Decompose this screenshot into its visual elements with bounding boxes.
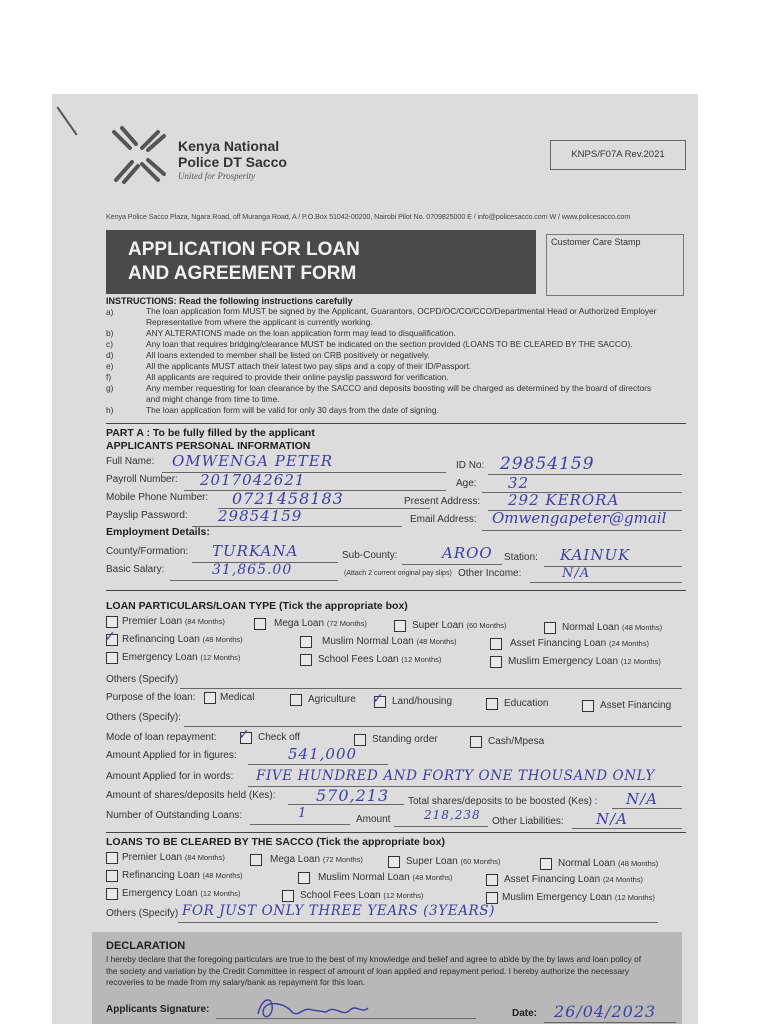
instr-letter: g) [106, 383, 114, 393]
date-label: Date: [512, 1008, 538, 1019]
loan-form-sheet [52, 94, 698, 1024]
check-mark-icon: ✓ [372, 691, 384, 707]
form-title-line1: APPLICATION FOR LOAN [128, 239, 360, 260]
payroll-label: Payroll Number: [106, 474, 178, 485]
repayment-label: Mode of loan repayment: [106, 732, 217, 743]
cleared-emergency-checkbox[interactable] [106, 888, 118, 900]
org-tagline: United for Prosperity [178, 171, 256, 181]
email-line [482, 530, 682, 531]
cleared-super-label: Super Loan (60 Months) [406, 856, 501, 867]
declaration-text: I hereby declare that the foregoing particulars are true to the best of my knowledge and belief and agree to abide by the by laws and loan policy of the society and variation by the Credit Committee in respect of amount of loan applied and repayment period. I hereby authorize the necessary recoveries to be made from my salary/bank as repayment for this loan. [106, 954, 642, 987]
form-number: KNPS/F07A Rev.2021 [550, 140, 686, 170]
purpose-education-checkbox[interactable] [486, 698, 498, 710]
cleared-asset-checkbox[interactable] [486, 874, 498, 886]
customer-care-stamp-box [546, 234, 684, 296]
email-label: Email Address: [410, 514, 477, 525]
payroll-value[interactable]: 2017042621 [200, 471, 306, 489]
instr-text: All loans extended to member shall be listed on CRB positively or negatively. [146, 350, 430, 360]
payslip-password-label: Payslip Password: [106, 510, 188, 521]
cleared-school-fees-checkbox[interactable] [282, 890, 294, 902]
emergency-loan-label: Emergency Loan (12 Months) [122, 652, 241, 663]
outstanding-value[interactable]: 1 [298, 806, 308, 821]
amount-figures-line [248, 764, 388, 765]
instructions-heading: INSTRUCTIONS: Read the following instructions carefully [106, 296, 353, 306]
instr-letter: h) [106, 405, 114, 415]
purpose-agriculture-label: Agriculture [308, 694, 356, 705]
full-name-value[interactable]: OMWENGA PETER [172, 452, 334, 470]
muslim-normal-loan-label: Muslim Normal Loan (48 Months) [322, 636, 457, 647]
present-address-label: Present Address: [404, 496, 481, 507]
amount-words-value[interactable]: FIVE HUNDRED AND FORTY ONE THOUSAND ONLY [256, 768, 655, 784]
amount-line [394, 826, 488, 827]
age-label: Age: [456, 478, 477, 489]
purpose-asset-checkbox[interactable] [582, 700, 594, 712]
cleared-muslim-emergency-label: Muslim Emergency Loan (12 Months) [502, 892, 655, 903]
boost-line [612, 808, 682, 809]
id-no-value[interactable]: 29854159 [500, 454, 595, 474]
instr-text: Any member requesting for loan clearance by the SACCO and deposits boosting will be charged as determined by the board of directors [146, 383, 652, 393]
loan-particulars-heading: LOAN PARTICULARS/LOAN TYPE (Tick the appropriate box) [106, 600, 408, 612]
premier-loan-checkbox[interactable] [106, 616, 118, 628]
cleared-school-fees-label: School Fees Loan (12 Months) [300, 890, 424, 901]
attach-payslips-note: (Attach 2 current original pay slips) [344, 570, 452, 577]
instr-text: ANY ALTERATIONS made on the loan application form may lead to disqualification. [146, 328, 456, 338]
emergency-loan-checkbox[interactable] [106, 652, 118, 664]
declaration-box [92, 932, 682, 1024]
amount-figures-label: Amount Applied for in figures: [106, 750, 237, 761]
cleared-heading: LOANS TO BE CLEARED BY THE SACCO (Tick the appropriate box) [106, 836, 445, 848]
instr-text: All the applicants MUST attach their latest two pay slips and a copy of their ID/Passport. [146, 361, 472, 371]
cleared-muslim-normal-label: Muslim Normal Loan (48 Months) [318, 872, 453, 883]
amount-words-label: Amount Applied for in words: [106, 771, 234, 782]
signature-label: Applicants Signature: [106, 1004, 210, 1015]
instr-text: Any loan that requires bridging/clearance MUST be indicated on the section provided (LOANS TO BE CLEARED BY THE SACCO). [146, 339, 633, 349]
shares-value[interactable]: 570,213 [316, 786, 390, 805]
employment-heading: Employment Details: [106, 526, 210, 538]
repayment-standing-order-label: Standing order [372, 734, 438, 745]
asset-financing-loan-label: Asset Financing Loan (24 Months) [510, 638, 649, 649]
sub-county-value[interactable]: AROO [442, 544, 493, 562]
other-income-line [530, 582, 682, 583]
boost-value[interactable]: N/A [626, 790, 659, 808]
repayment-cash-label: Cash/Mpesa [488, 736, 545, 747]
declaration-title: DECLARATION [106, 940, 186, 952]
instr-letter: b) [106, 328, 114, 338]
payslip-password-value[interactable]: 29854159 [218, 507, 303, 525]
check-mark-icon: ✓ [104, 629, 116, 645]
cleared-super-checkbox[interactable] [388, 856, 400, 868]
muslim-emergency-loan-checkbox[interactable] [490, 656, 502, 668]
super-loan-checkbox[interactable] [394, 620, 406, 632]
stamp-label: Customer Care Stamp [551, 237, 641, 247]
form-title [106, 230, 536, 294]
others-specify2-label: Others (Specify): [106, 712, 182, 723]
muslim-emergency-loan-label: Muslim Emergency Loan (12 Months) [508, 656, 661, 667]
instr-letter: e) [106, 361, 114, 371]
part-a-heading: PART A : To be fully filled by the applicant [106, 427, 315, 439]
cleared-premier-label: Premier Loan (84 Months) [122, 852, 225, 863]
date-value[interactable]: 26/04/2023 [554, 1002, 657, 1021]
sub-county-label: Sub-County: [342, 550, 398, 561]
applicant-signature[interactable] [252, 994, 402, 1022]
liabilities-line [572, 828, 682, 829]
org-name-line2: Police DT Sacco [178, 154, 287, 170]
super-loan-label: Super Loan (60 Months) [412, 620, 507, 631]
basic-salary-line [170, 580, 338, 581]
mega-loan-checkbox[interactable] [254, 618, 266, 630]
present-address-value[interactable]: 292 KERORA [508, 491, 620, 509]
purpose-agriculture-checkbox[interactable] [290, 694, 302, 706]
id-no-label: ID No: [456, 460, 485, 471]
divider [106, 832, 686, 833]
instr-text: All applicants are required to provide their online payslip password for verification. [146, 372, 449, 382]
instr-letter: f) [106, 372, 112, 382]
mobile-value[interactable]: 0721458183 [232, 489, 344, 508]
cleared-normal-checkbox[interactable] [540, 858, 552, 870]
age-value[interactable]: 32 [508, 474, 530, 492]
muslim-normal-loan-checkbox[interactable] [300, 636, 312, 648]
amount-value[interactable]: 218,238 [424, 808, 481, 822]
cleared-premier-checkbox[interactable] [106, 852, 118, 864]
instr-text: The loan application form will be valid for only 30 days from the date of signing. [146, 405, 439, 415]
email-value[interactable]: Omwengapeter@gmail [492, 509, 667, 527]
instr-letter: a) [106, 307, 114, 317]
sacco-logo-icon [108, 124, 170, 186]
purpose-education-label: Education [504, 698, 549, 709]
mobile-label: Mobile Phone Number: [106, 492, 209, 503]
divider [106, 423, 686, 424]
liabilities-label: Other Liabilities: [492, 816, 564, 827]
premier-loan-label: Premier Loan (84 Months) [122, 616, 225, 627]
cleared-refinancing-label: Refinancing Loan (48 Months) [122, 870, 243, 881]
outstanding-line [250, 824, 350, 825]
form-title-line2: AND AGREEMENT FORM [128, 263, 357, 284]
cleared-refinancing-checkbox[interactable] [106, 870, 118, 882]
refinancing-loan-label: Refinancing Loan (48 Months) [122, 634, 243, 645]
purpose-land-label: Land/housing [392, 696, 453, 707]
others-specify-line [180, 688, 682, 689]
school-fees-loan-label: School Fees Loan (12 Months) [318, 654, 442, 665]
instr-letter: c) [106, 339, 113, 349]
cleared-muslim-normal-checkbox[interactable] [298, 872, 310, 884]
station-label: Station: [504, 552, 538, 563]
purpose-medical-checkbox[interactable] [204, 692, 216, 704]
instr-text: and might change from time to time. [146, 394, 280, 404]
cleared-others-label: Others (Specify) [106, 908, 179, 919]
personal-info-heading: APPLICANTS PERSONAL INFORMATION [106, 440, 311, 452]
mega-loan-label: Mega Loan (72 Months) [274, 618, 367, 629]
cleared-asset-label: Asset Financing Loan (24 Months) [504, 874, 643, 885]
liabilities-value[interactable]: N/A [596, 810, 629, 828]
outstanding-label: Number of Outstanding Loans: [106, 810, 243, 821]
basic-salary-label: Basic Salary: [106, 564, 165, 575]
org-name-line1: Kenya National [178, 138, 280, 154]
county-label: County/Formation: [106, 546, 189, 557]
asset-financing-loan-checkbox[interactable] [490, 638, 502, 650]
divider [106, 590, 686, 591]
shares-label: Amount of shares/deposits held (Kes): [106, 790, 276, 801]
boost-label: Total shares/deposits to be boosted (Kes) : [408, 796, 598, 807]
other-income-label: Other Income: [458, 568, 522, 579]
purpose-label: Purpose of the loan: [106, 692, 196, 703]
normal-loan-label: Normal Loan (48 Months) [562, 622, 663, 633]
payslip-password-line [192, 526, 402, 527]
purpose-asset-label: Asset Financing [600, 700, 672, 711]
purpose-medical-label: Medical [220, 692, 255, 703]
county-value[interactable]: TURKANA [212, 542, 299, 560]
sub-county-line [402, 564, 502, 565]
cleared-emergency-label: Emergency Loan (12 Months) [122, 888, 241, 899]
others-specify2-line [184, 726, 682, 727]
date-line [544, 1022, 676, 1023]
normal-loan-checkbox[interactable] [544, 622, 556, 634]
school-fees-loan-checkbox[interactable] [300, 654, 312, 666]
check-mark-icon: ✓ [238, 727, 250, 743]
station-value[interactable]: KAINUK [560, 546, 631, 564]
basic-salary-value[interactable]: 31,865.00 [212, 562, 293, 578]
amount-words-line [248, 786, 682, 787]
repayment-cash-checkbox[interactable] [470, 736, 482, 748]
full-name-label: Full Name: [106, 456, 155, 467]
amount-figures-value[interactable]: 541,000 [288, 745, 358, 763]
instr-text: Representative from where the applicant is currently working. [146, 317, 373, 327]
instr-letter: d) [106, 350, 114, 360]
cleared-others-value[interactable]: FOR JUST ONLY THREE YEARS (3YEARS) [182, 903, 496, 919]
repayment-checkoff-label: Check off [258, 732, 301, 743]
instr-text: The loan application form MUST be signed by the Applicant, Guarantors, OCPD/OC/CO/CCO/Departmental Head or Authorized Employer [146, 306, 657, 316]
other-income-value[interactable]: N/A [562, 566, 591, 581]
cleared-mega-label: Mega Loan (72 Months) [270, 854, 363, 865]
cleared-others-line [178, 922, 658, 923]
org-address: Kenya Police Sacco Plaza, Ngara Road, off Muranga Road, A / P.O.Box 51042-00200, Nairobi Pilot No. 0709825000 E / info@policesacco.com W / www.policesacco.com [106, 212, 631, 221]
cleared-mega-checkbox[interactable] [250, 854, 262, 866]
amount-label: Amount [356, 814, 391, 825]
cleared-normal-label: Normal Loan (48 Months) [558, 858, 659, 869]
others-specify-label: Others (Specify) [106, 674, 179, 685]
